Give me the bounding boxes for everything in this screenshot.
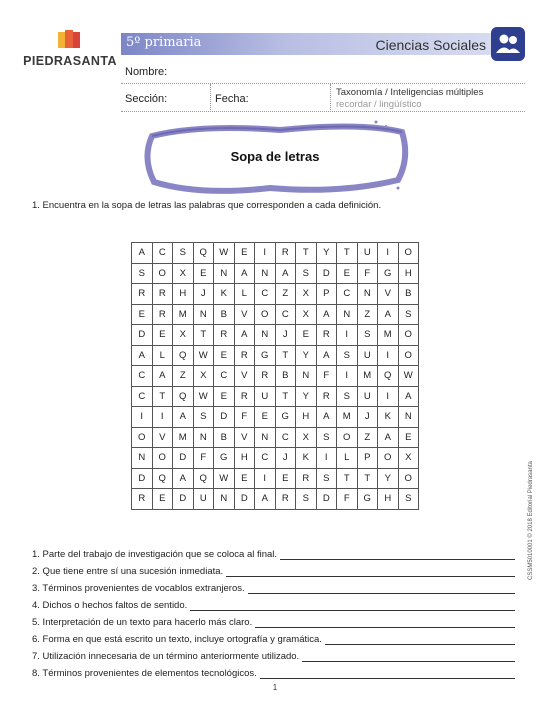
answer-line[interactable] [325,635,515,645]
grid-cell[interactable]: E [234,468,255,489]
grid-cell[interactable]: M [357,366,378,387]
grid-cell[interactable]: C [275,304,296,325]
grid-cell[interactable]: A [132,243,153,264]
grid-cell[interactable]: U [357,243,378,264]
grid-cell[interactable]: M [337,407,358,428]
grid-cell[interactable]: D [173,448,194,469]
grid-cell[interactable]: C [132,386,153,407]
grid-cell[interactable]: T [357,468,378,489]
grid-cell[interactable]: N [296,366,317,387]
grid-cell[interactable]: E [132,304,153,325]
grid-cell[interactable]: X [296,304,317,325]
divider [210,84,211,110]
grid-cell[interactable]: N [337,304,358,325]
grid-cell[interactable]: I [378,386,399,407]
grid-cell[interactable]: X [398,448,419,469]
grid-row [132,448,419,469]
grid-cell[interactable]: C [132,366,153,387]
grid-cell[interactable]: I [255,243,276,264]
grid-cell[interactable]: B [398,284,419,305]
definition-text: 8. Términos provenientes de elementos tecnológicos. [32,668,257,679]
subject-title: Ciencias Sociales [375,37,486,53]
grid-cell[interactable]: I [378,243,399,264]
grid-cell[interactable]: U [357,345,378,366]
copyright-code: CSSM5010001 © 2018 Editorial Piedrasanta [528,461,534,580]
grid-cell[interactable]: K [296,448,317,469]
answer-line[interactable] [255,618,515,628]
grid-cell[interactable]: E [214,345,235,366]
grid-cell[interactable]: A [234,325,255,346]
grid-cell[interactable]: T [193,325,214,346]
grid-cell[interactable]: F [337,489,358,510]
grid-cell[interactable]: N [255,325,276,346]
grid-cell[interactable]: A [316,407,337,428]
grid-cell[interactable]: Y [316,243,337,264]
grid-cell[interactable]: I [132,407,153,428]
grid-cell[interactable]: T [337,468,358,489]
definition-item [32,600,515,611]
definition-text: 6. Forma en que está escrito un texto, incluye ortografía y gramática. [32,634,322,645]
grid-cell[interactable]: O [152,448,173,469]
page-number: 1 [272,683,278,692]
grid-cell[interactable]: R [316,386,337,407]
fecha-label: Fecha: [215,93,249,105]
grid-cell[interactable]: K [214,284,235,305]
grid-cell[interactable]: E [152,489,173,510]
taxonomy-sublabel: recordar / lingüístico [336,99,422,110]
grid-cell[interactable]: Q [173,345,194,366]
grid-cell[interactable]: T [337,243,358,264]
grid-cell[interactable]: O [398,345,419,366]
grid-row [132,468,419,489]
grid-cell[interactable]: R [152,284,173,305]
grid-cell[interactable]: O [398,325,419,346]
grid-cell[interactable]: Z [275,284,296,305]
grid-cell[interactable]: S [193,407,214,428]
grid-cell[interactable]: A [132,345,153,366]
grid-cell[interactable]: A [316,345,337,366]
grid-cell[interactable]: A [255,489,276,510]
grid-cell[interactable]: N [255,427,276,448]
answer-line[interactable] [226,567,515,577]
grid-cell[interactable]: S [398,489,419,510]
grid-cell[interactable]: S [296,263,317,284]
grid-cell[interactable]: O [152,263,173,284]
answer-line[interactable] [248,584,515,594]
grid-cell[interactable]: O [255,304,276,325]
grid-cell[interactable]: A [275,263,296,284]
grade-label: 5º primaria [126,35,202,50]
grid-cell[interactable]: B [214,427,235,448]
grid-cell[interactable]: Q [193,243,214,264]
grid-cell[interactable]: Q [173,386,194,407]
grid-cell[interactable]: F [316,366,337,387]
grid-cell[interactable]: N [193,427,214,448]
definition-text: 4. Dichos o hechos faltos de sentido. [32,600,188,611]
grid-cell[interactable]: T [275,345,296,366]
grid-cell[interactable]: I [316,448,337,469]
grid-cell[interactable]: W [193,345,214,366]
definition-item [32,634,515,645]
definition-item [32,617,515,628]
grid-cell[interactable]: E [193,263,214,284]
grid-cell[interactable]: N [357,284,378,305]
book-logo-icon [58,30,80,50]
seccion-label: Sección: [125,93,168,105]
grid-cell[interactable]: I [255,468,276,489]
grid-cell[interactable]: N [255,263,276,284]
grid-cell[interactable]: E [296,325,317,346]
grid-cell[interactable]: I [378,345,399,366]
page-title: Sopa de letras [230,149,320,164]
grid-cell[interactable]: Z [357,304,378,325]
grid-cell[interactable]: R [316,325,337,346]
grid-cell[interactable]: S [316,427,337,448]
grid-cell[interactable]: B [214,304,235,325]
grid-cell[interactable]: F [357,263,378,284]
grid-cell[interactable]: A [173,468,194,489]
grid-cell[interactable]: F [234,407,255,428]
grid-cell[interactable]: H [296,407,317,428]
grid-cell[interactable]: S [337,345,358,366]
grid-cell[interactable]: P [316,284,337,305]
grid-cell[interactable]: W [214,243,235,264]
grid-cell[interactable]: D [132,325,153,346]
grid-row [132,345,419,366]
grid-cell[interactable]: Y [378,468,399,489]
grid-cell[interactable]: H [398,263,419,284]
definition-text: 5. Interpretación de un texto para hacerlo más claro. [32,617,253,628]
grid-cell[interactable]: D [173,489,194,510]
grid-cell[interactable]: X [193,366,214,387]
grid-cell[interactable]: S [398,304,419,325]
grid-cell[interactable]: I [337,366,358,387]
grid-cell[interactable]: T [296,243,317,264]
grid-cell[interactable]: Y [296,345,317,366]
grid-cell[interactable]: D [234,489,255,510]
answer-line[interactable] [190,601,515,611]
grid-cell[interactable]: G [255,345,276,366]
grid-cell[interactable]: E [398,427,419,448]
grid-cell[interactable]: R [132,489,153,510]
grid-cell[interactable]: R [214,325,235,346]
grid-cell[interactable]: E [255,407,276,428]
grid-cell[interactable]: C [337,284,358,305]
grid-cell[interactable]: J [193,284,214,305]
grid-cell[interactable]: A [316,304,337,325]
grid-cell[interactable]: M [378,325,399,346]
definition-text: 3. Términos provenientes de vocablos extranjeros. [32,583,245,594]
grid-cell[interactable]: Y [296,386,317,407]
grid-row [132,263,419,284]
grid-cell[interactable]: V [234,427,255,448]
grid-cell[interactable]: I [337,325,358,346]
grid-cell[interactable]: N [214,263,235,284]
definition-item [32,651,515,662]
grid-cell[interactable]: L [234,284,255,305]
grid-cell[interactable]: T [275,386,296,407]
grid-cell[interactable]: M [173,427,194,448]
grid-cell[interactable]: Z [357,427,378,448]
grid-cell[interactable]: C [255,448,276,469]
grid-cell[interactable]: X [296,284,317,305]
grid-cell[interactable]: G [378,263,399,284]
grid-cell[interactable]: S [296,489,317,510]
grid-cell[interactable]: A [173,407,194,428]
grid-cell[interactable]: R [275,243,296,264]
grid-cell[interactable]: H [173,284,194,305]
grid-cell[interactable]: X [173,325,194,346]
grid-cell[interactable]: V [234,304,255,325]
grid-cell[interactable]: Q [378,366,399,387]
grid-cell[interactable]: A [378,427,399,448]
grid-cell[interactable]: J [275,325,296,346]
grid-cell[interactable]: A [152,366,173,387]
grid-cell[interactable]: O [398,468,419,489]
grid-cell[interactable]: N [398,407,419,428]
grid-cell[interactable]: O [398,243,419,264]
grid-cell[interactable]: E [275,468,296,489]
grid-cell[interactable]: H [234,448,255,469]
grid-cell[interactable]: S [132,263,153,284]
grid-cell[interactable]: G [214,448,235,469]
grid-row [132,304,419,325]
grid-cell[interactable]: V [378,284,399,305]
grid-cell[interactable]: R [152,304,173,325]
grid-cell[interactable]: S [357,325,378,346]
grid-cell[interactable]: A [234,263,255,284]
grid-cell[interactable]: R [234,386,255,407]
grid-cell[interactable]: Q [193,468,214,489]
grid-cell[interactable]: W [398,366,419,387]
grid-cell[interactable]: X [173,263,194,284]
definition-text: 1. Parte del trabajo de investigación que se coloca al final. [32,549,278,560]
grid-cell[interactable]: D [316,263,337,284]
grid-row [132,386,419,407]
grid-cell[interactable]: G [357,489,378,510]
grid-cell[interactable]: M [173,304,194,325]
grid-cell[interactable]: O [132,427,153,448]
grid-cell[interactable]: V [234,366,255,387]
grid-cell[interactable]: R [275,489,296,510]
grid-cell[interactable]: D [132,468,153,489]
definition-item [32,566,515,577]
publisher-logo [22,28,118,72]
grid-cell[interactable]: R [132,284,153,305]
grid-cell[interactable]: C [255,284,276,305]
answer-line[interactable] [280,550,515,560]
grid-cell[interactable]: G [275,407,296,428]
grid-cell[interactable]: U [255,386,276,407]
grid-cell[interactable]: N [132,448,153,469]
answer-line[interactable] [260,669,515,679]
grid-cell[interactable]: V [152,427,173,448]
grid-cell[interactable]: C [152,243,173,264]
grid-row [132,325,419,346]
grid-cell[interactable]: A [398,386,419,407]
people-icon [491,27,525,61]
instruction-text: 1. Encuentra en la sopa de letras las palabras que corresponden a cada definición. [32,200,382,211]
grid-cell[interactable]: P [357,448,378,469]
nombre-label: Nombre: [125,66,168,78]
grid-cell[interactable]: C [214,366,235,387]
brand-name: PIEDRASANTA [23,54,117,68]
header-bottom-line [121,111,525,112]
definition-item [32,583,515,594]
grid-cell[interactable]: C [275,427,296,448]
grid-cell[interactable]: N [193,304,214,325]
grid-row [132,366,419,387]
grid-cell[interactable]: U [357,386,378,407]
grid-cell[interactable]: I [152,407,173,428]
nombre-line [121,83,525,84]
grid-cell[interactable]: E [234,243,255,264]
grid-cell[interactable]: S [337,386,358,407]
grid-cell[interactable]: K [378,407,399,428]
grid-cell[interactable]: U [193,489,214,510]
grid-cell[interactable]: E [337,263,358,284]
grid-cell[interactable]: W [193,386,214,407]
grid-cell[interactable]: S [316,468,337,489]
grid-cell[interactable]: R [296,468,317,489]
grid-cell[interactable]: E [152,325,173,346]
grid-cell[interactable]: B [275,366,296,387]
definition-item [32,549,515,560]
grid-cell[interactable]: D [214,407,235,428]
grid-cell[interactable]: H [378,489,399,510]
grid-row [132,243,419,264]
definition-item [32,668,515,679]
grid-cell[interactable]: L [337,448,358,469]
grid-cell[interactable]: Q [152,468,173,489]
grid-cell[interactable]: X [296,427,317,448]
grid-cell[interactable]: J [275,448,296,469]
grid-cell[interactable]: E [214,386,235,407]
grid-cell[interactable]: R [255,366,276,387]
grid-cell[interactable]: N [214,489,235,510]
grid-row [132,284,419,305]
grid-row [132,427,419,448]
grid-cell[interactable]: L [152,345,173,366]
grid-cell[interactable]: T [152,386,173,407]
word-search-grid [131,242,419,510]
grid-cell[interactable]: D [316,489,337,510]
grid-cell[interactable]: J [357,407,378,428]
grid-cell[interactable]: W [214,468,235,489]
grid-cell[interactable]: R [234,345,255,366]
grid-cell[interactable]: Z [173,366,194,387]
divider [330,84,331,110]
definition-text: 7. Utilización innecesaria de un término anteriormente utilizado. [32,651,300,662]
grid-cell[interactable]: O [337,427,358,448]
grid-cell[interactable]: F [193,448,214,469]
definition-text: 2. Que tiene entre sí una sucesión inmediata. [32,566,224,577]
grid-cell[interactable]: S [173,243,194,264]
grid-row [132,407,419,428]
grid-row [132,489,419,510]
answer-line[interactable] [302,652,515,662]
grid-cell[interactable]: A [378,304,399,325]
grid-cell[interactable]: O [378,448,399,469]
taxonomy-label: Taxonomía / Inteligencias múltiples [336,87,484,98]
